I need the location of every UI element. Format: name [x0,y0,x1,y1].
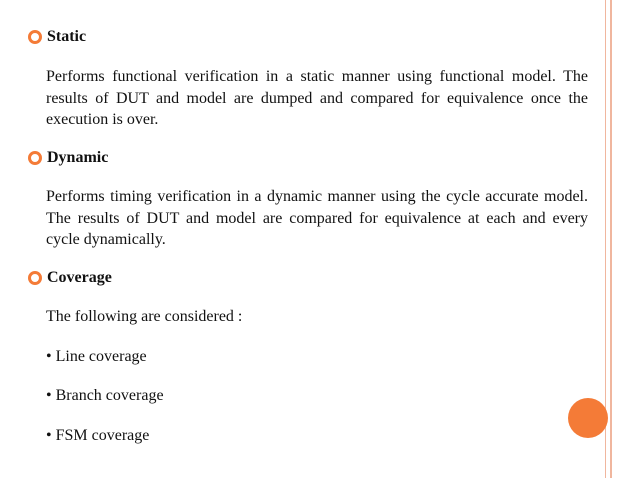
section-heading-static [28,27,86,47]
orange-ring-icon [28,30,42,44]
bullet-fsm-coverage: • FSM coverage [46,427,150,444]
orange-ring-icon [28,271,42,285]
heading-text: Static [47,28,87,45]
orange-ring-icon [28,151,42,165]
heading-text: Dynamic [47,149,109,166]
section-heading-dynamic [28,148,108,168]
decorative-orange-circle [568,398,608,438]
section-heading-coverage [28,268,112,288]
section-body-static: Performs functional verification in a static manner using functional model. The results of DUT and model are dumped and compared for equivalence once the execution is over. [46,68,588,128]
section-body-dynamic: Performs timing verification in a dynamic manner using the cycle accurate model. The results of DUT and model are compared for equivalence at each and every cycle dynamically. [46,188,588,248]
bullet-line-coverage: • Line coverage [46,348,147,365]
bullet-branch-coverage: • Branch coverage [46,387,164,404]
heading-text: Coverage [47,269,112,286]
section-body-coverage: The following are considered : [46,308,243,325]
